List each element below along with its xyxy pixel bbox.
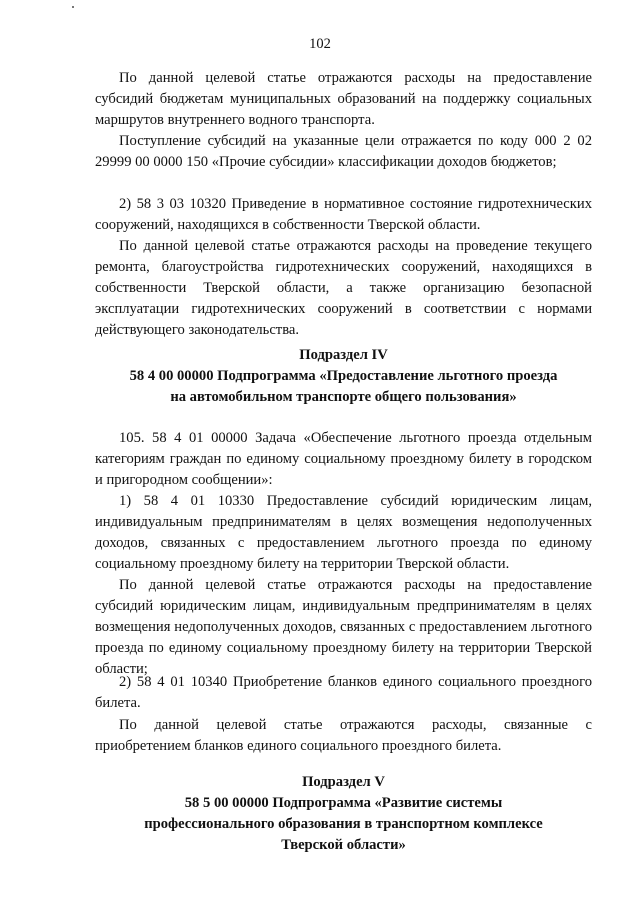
subsection-v-title: Подраздел V	[302, 774, 385, 790]
subsection-iv-program-line1: 58 4 00 00000 Подпрограмма «Предоставление льготного проезда	[129, 368, 558, 384]
subsection-v-program-line2: профессионального образования в транспортном комплексе	[144, 816, 543, 832]
paragraph-item-10330: 1) 58 4 01 10330 Предоставление субсидий юридическим лицам, индивидуальным предпринимателям в целях возмещения недополученных доходов, связанных с предоставлением льготного проезда по единому социальному проездному билету на территории Тверской области.	[95, 493, 592, 572]
paragraph-item-10340: 2) 58 4 01 10340 Приобретение бланков единого социального проездного билета.	[95, 674, 592, 711]
subsection-iv-title: Подраздел IV	[299, 347, 388, 363]
paragraph-task-105: 105. 58 4 01 00000 Задача «Обеспечение льготного проезда отдельным категориям граждан по единому социальному проездному билету в городском и пригородном сообщении»:	[95, 430, 592, 488]
paragraph-item-hydrotechnical: 2) 58 3 03 10320 Приведение в нормативное состояние гидротехнических сооружений, находящихся в собственности Тверской области.	[95, 196, 592, 233]
page-number: 102	[309, 36, 331, 52]
paragraph-subsidies-income-code: Поступление субсидий на указанные цели отражается по коду 000 2 02 29999 00 0000 150 «Прочие субсидии» классификации доходов бюджетов;	[95, 133, 592, 170]
paragraph-subsidies-water-transport: По данной целевой статье отражаются расходы на предоставление субсидий бюджетам муниципальных образований на поддержку социальных маршрутов внутреннего водного транспорта.	[95, 70, 592, 128]
paragraph-10340-expenses: По данной целевой статье отражаются расходы, связанные с приобретением бланков единого социального проездного билета.	[95, 717, 592, 754]
paragraph-hydrotechnical-expenses: По данной целевой статье отражаются расходы на проведение текущего ремонта, благоустройства гидротехнических сооружений, находящихся в собственности Тверской области, а также организацию безопасной эксплуатации гидротехнических сооружений в соответствии с нормами действующего законодательства.	[95, 238, 592, 338]
scan-speck	[72, 6, 74, 8]
subsection-v-program-line3: Тверской области»	[281, 837, 406, 853]
subsection-v-program-line1: 58 5 00 00000 Подпрограмма «Развитие системы	[184, 795, 503, 811]
paragraph-10330-expenses: По данной целевой статье отражаются расходы на предоставление субсидий юридическим лицам, индивидуальным предпринимателям в целях возмещения недополученных доходов, связанных с предоставлением льготного проезда по единому социальному проездному билету на территории Тверской области;	[95, 577, 592, 677]
subsection-iv-program-line2: на автомобильном транспорте общего пользования»	[170, 389, 517, 405]
